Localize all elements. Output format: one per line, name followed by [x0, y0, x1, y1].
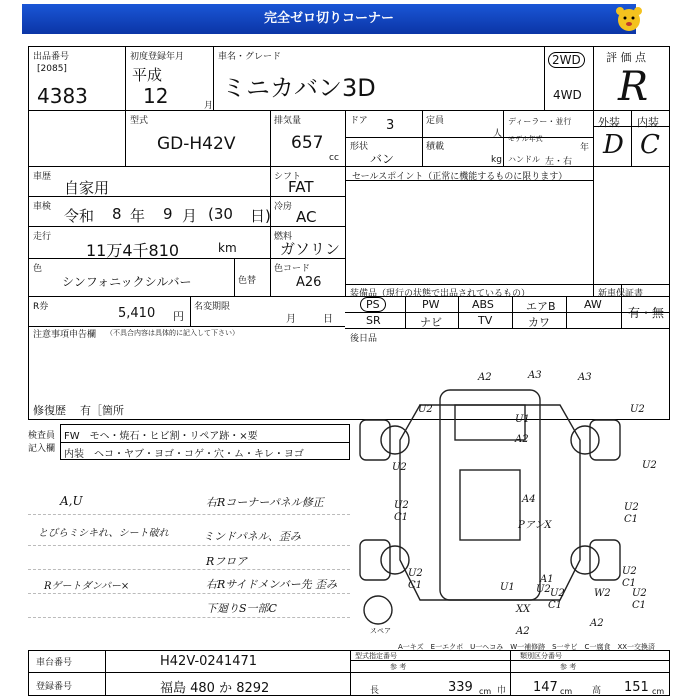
history-label: 車歴	[33, 172, 52, 182]
displacement-unit: cc	[329, 153, 339, 163]
diagram-mark: C1	[548, 600, 563, 611]
warranty-label: 新車保証書	[598, 289, 644, 299]
diagram-mark: U2	[408, 568, 423, 579]
class-number-label: 類別区分番号	[520, 652, 562, 660]
capacity-unit: 人	[493, 129, 503, 139]
int-label: 内装	[637, 116, 659, 129]
inspection-era: 令和	[64, 207, 95, 225]
length-value: 339	[448, 680, 473, 695]
chassis-value: H42V-0241471	[160, 654, 258, 669]
aircon-label: 冷房	[274, 202, 293, 212]
remark-right-2: ミンドパネル、歪み	[203, 530, 301, 543]
warranty-value: 有・無	[628, 306, 665, 320]
diagram-mark: A2	[590, 618, 604, 629]
displacement-label: 排気量	[274, 116, 302, 126]
import-label: ディーラー・並行	[508, 117, 572, 126]
class-ref: 参 考	[560, 663, 577, 671]
equipment-label: 装備品（現行の状態で出品されているもの）	[350, 289, 531, 299]
inspection-year-unit: 年	[130, 207, 146, 225]
diagram-mark: U2	[550, 588, 565, 599]
load-unit: kg	[491, 155, 502, 165]
notes-label: 注意事項申告欄	[33, 330, 97, 340]
mascot-icon	[612, 4, 646, 34]
color-label: 色	[33, 264, 43, 274]
score-value: R	[618, 64, 649, 110]
remark-right-3: Rフロア	[206, 555, 248, 568]
height-unit: cm	[652, 687, 665, 696]
check-row-2: 内装 ヘコ・ヤブ・ヨゴ・コゲ・穴・ム・キレ・ヨゴ	[64, 449, 304, 460]
fuel-value: ガソリン	[280, 240, 341, 258]
height-value: 151	[624, 680, 649, 695]
car-label: 車名・グレード	[218, 52, 282, 62]
drive-4wd: 4WD	[553, 88, 582, 102]
diagram-mark: U2	[642, 460, 657, 471]
lot-sub: [2085]	[37, 64, 67, 74]
diagram-mark: U1	[500, 582, 515, 593]
sales-point-label: セールスポイント（正常に機能するものに限ります）	[352, 172, 568, 182]
remark-left-1: A,U	[60, 494, 83, 508]
first-reg-year: 12	[143, 84, 169, 108]
mileage-label: 走行	[33, 232, 52, 242]
first-reg-label: 初度登録年月	[130, 52, 185, 62]
meigi-day: 日	[323, 314, 333, 325]
doors-label: ドア	[350, 116, 368, 126]
width-unit: cm	[560, 687, 573, 696]
banner: 完全ゼロ切りコーナー	[22, 4, 636, 34]
chassis-label: 車台番号	[36, 658, 73, 668]
remark-right-5: 下廻りS一部C	[206, 602, 277, 615]
type-ref: 参 考	[390, 663, 407, 671]
equip-tv: TV	[478, 314, 493, 327]
inspection-day: (30	[208, 205, 233, 223]
car-diagram	[350, 360, 670, 640]
shape-label: 形状	[350, 142, 369, 152]
equip-pw: PW	[422, 298, 440, 311]
remark-right-4: 右Rサイドメンバー先 歪み	[206, 578, 338, 591]
first-reg-era: 平成	[132, 66, 163, 84]
lot-label: 出品番号	[33, 52, 70, 62]
diagram-mark: A2	[478, 372, 492, 383]
doors-value: 3	[386, 118, 395, 133]
ext-label: 外装	[598, 116, 620, 129]
recycle-value: 5,410	[118, 306, 156, 321]
diagram-mark: U2	[536, 584, 551, 595]
diagram-mark: U1	[515, 414, 530, 425]
diagram-mark: A1	[540, 574, 554, 585]
color-change-label: 色替	[238, 276, 257, 286]
equip-aw: AW	[584, 298, 602, 311]
width-value: 147	[533, 680, 558, 695]
diagram-mark: U2	[630, 404, 645, 415]
diagram-mark: A3	[528, 370, 542, 381]
color-value: シンフォニックシルバー	[62, 275, 192, 289]
diagram-mark: PアンX	[518, 520, 552, 531]
diagram-mark: U2	[622, 566, 637, 577]
diagram-mark: A2	[516, 626, 530, 637]
back-seat-label: 後日品	[350, 334, 378, 344]
mileage-unit: km	[218, 241, 237, 255]
history-value: 自家用	[64, 179, 110, 197]
remark-left-3: Rゲートダンパー×	[44, 581, 130, 592]
diagram-mark: A3	[578, 372, 592, 383]
car-name: ミニカバン3D	[222, 74, 376, 102]
inspection-year: 8	[112, 205, 122, 223]
meigi-label: 名変期限	[194, 302, 231, 312]
diagram-mark: XX	[516, 604, 531, 615]
diagram-mark: C1	[624, 514, 639, 525]
handle-label: ハンドル	[508, 155, 540, 164]
shape-value: バン	[370, 152, 395, 166]
diagram-mark: C1	[632, 600, 647, 611]
displacement-value: 657	[291, 133, 324, 153]
width-label: 巾	[497, 686, 507, 696]
diagram-legend: A一キズ E一エクボ U一ヘコみ W一補修跡 S一サビ C一腐食 XX一交換済	[398, 643, 656, 651]
color-code-label: 色コード	[274, 264, 311, 274]
diagram-mark: W2	[594, 588, 611, 599]
handle-value: 左・右	[545, 157, 573, 167]
ext-score: D	[603, 130, 624, 160]
shift-label: シフト	[274, 172, 302, 182]
shift-value: FAT	[288, 178, 314, 196]
notes-sub: （不具合内容は具体的に記入して下さい）	[106, 329, 239, 337]
equip-sr: SR	[366, 314, 381, 327]
diagram-mark: U2	[624, 502, 639, 513]
equip-ps: PS	[360, 297, 386, 312]
remark-left-2: とびらミシキれ、シート破れ	[38, 528, 169, 539]
diagram-mark: C1	[394, 512, 409, 523]
repair-label: 修復歴	[33, 404, 66, 417]
spare-label: スペア	[370, 627, 391, 635]
diagram-mark: A2	[515, 434, 529, 445]
reg-value: 福島 480 か 8292	[160, 681, 270, 696]
capacity-label: 定員	[426, 116, 445, 126]
diagram-mark: U2	[418, 404, 433, 415]
bottom-table	[28, 650, 670, 696]
diagram-mark: U2	[632, 588, 647, 599]
score-label: 評 価 点	[606, 51, 646, 64]
inspection-day-unit: 日)	[250, 207, 271, 225]
model-value: GD-H42V	[157, 134, 236, 154]
color-code: A26	[296, 275, 322, 290]
inspection-label: 車検	[33, 202, 52, 212]
drive-2wd: 2WD	[548, 52, 585, 68]
length-label: 長	[370, 686, 380, 696]
repair-value: 有［箇所	[80, 404, 124, 417]
model-year-unit: 年	[580, 143, 590, 153]
inspection-month: 9	[163, 205, 173, 223]
fuel-label: 燃料	[274, 232, 293, 242]
int-score: C	[640, 130, 660, 160]
equip-leather: カワ	[528, 316, 550, 329]
check-row-1: FW モヘ・焼石・ヒビ割・リペア跡・×要	[64, 431, 258, 442]
aircon-value: AC	[296, 208, 317, 226]
equip-abs: ABS	[472, 298, 494, 311]
recycle-unit: 円	[173, 310, 184, 323]
model-label: 型式	[130, 116, 149, 126]
first-reg-month-unit: 月	[204, 101, 214, 111]
remark-right-1: 右Rコーナーパネル修正	[206, 496, 324, 509]
height-label: 高	[592, 686, 602, 696]
diagram-mark: C1	[408, 580, 423, 591]
reg-label: 登録番号	[36, 682, 73, 692]
load-label: 積載	[426, 142, 445, 152]
meigi-month: 月	[286, 314, 296, 325]
length-unit: cm	[479, 687, 492, 696]
inspection-month-unit: 月	[182, 207, 198, 225]
model-year-label: モデル年式	[508, 135, 543, 143]
lot-number: 4383	[37, 84, 88, 108]
diagram-mark: C1	[622, 578, 637, 589]
recycle-label: R券	[33, 302, 49, 312]
check-label-1: 検査員	[28, 431, 56, 441]
diagram-mark: A4	[522, 494, 536, 505]
mileage-value: 11万4千810	[86, 241, 180, 260]
equip-navi: ナビ	[420, 316, 442, 329]
type-number-label: 型式指定番号	[355, 652, 397, 660]
check-label-2: 記入欄	[28, 444, 56, 454]
equip-airbag: エアB	[526, 300, 556, 313]
diagram-mark: U2	[392, 462, 407, 473]
diagram-mark: U2	[394, 500, 409, 511]
